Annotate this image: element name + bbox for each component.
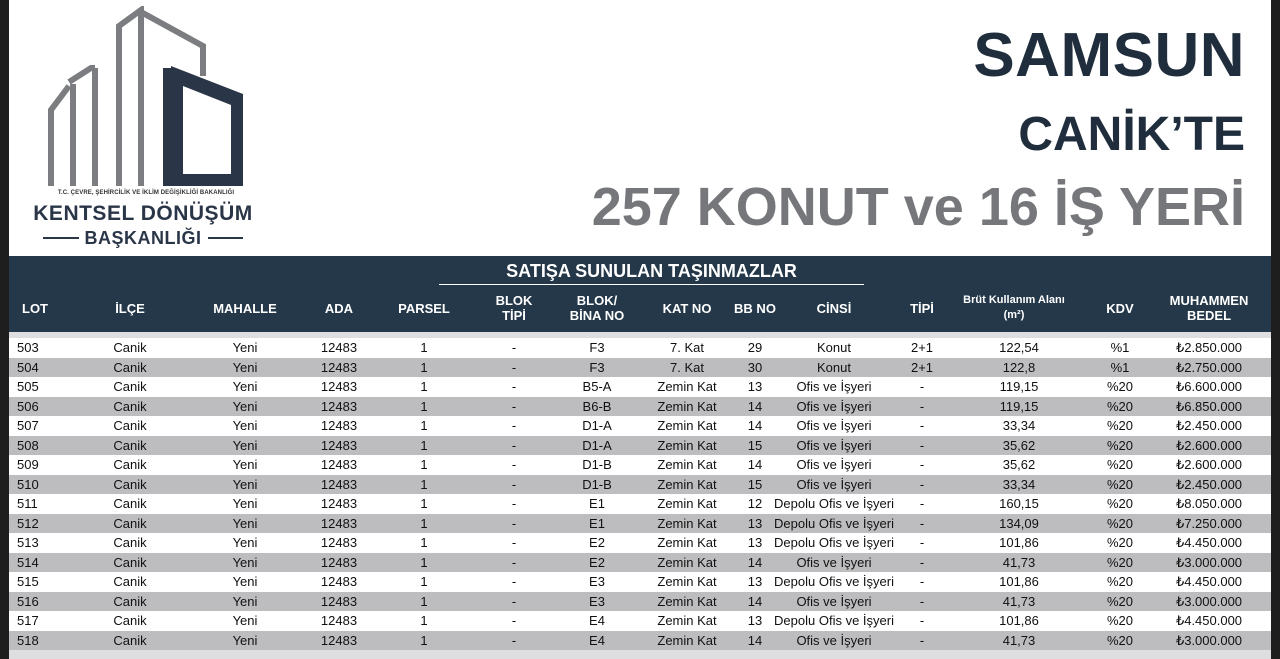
cell-kdv: %1: [1110, 359, 1130, 375]
cell-ada: 12483: [320, 554, 358, 570]
table-body: [9, 338, 1271, 650]
header-bb-no: BB NO: [734, 300, 776, 316]
cell-parsel: 1: [420, 574, 428, 589]
header-ada: ADA: [324, 300, 354, 316]
cell-mahalle: Yeni: [232, 457, 258, 472]
cell-bb-no: 30: [747, 359, 763, 375]
cell-ada: 12483: [320, 515, 358, 531]
cell-kat-no: Zemin Kat: [657, 574, 717, 589]
cell-blok-tipi: -: [511, 476, 517, 492]
cell-kat-no: Zemin Kat: [657, 476, 717, 492]
header-bina-no-line2: BİNA NO: [569, 308, 625, 323]
cell-mahalle: Yeni: [232, 437, 258, 453]
cell-kat-no: Zemin Kat: [657, 379, 717, 394]
cell-tipi: -: [919, 535, 925, 550]
cell-bedel: ₺3.000.000: [1175, 632, 1243, 648]
table-row: [9, 494, 1271, 514]
table-row: [9, 455, 1271, 475]
cell-bedel: ₺2.600.000: [1175, 457, 1243, 472]
cell-mahalle: Yeni: [232, 535, 258, 550]
cell-blok-tipi: -: [511, 515, 517, 531]
cell-ada: 12483: [320, 574, 358, 589]
cell-cinsi: Ofis ve İşyeri: [796, 418, 872, 433]
cell-blok-tipi: -: [511, 593, 517, 609]
cell-blok-tipi: -: [511, 554, 517, 570]
logo-rule-left: [43, 237, 79, 239]
cell-ilce: Canik: [113, 496, 147, 511]
cell-ilce: Canik: [113, 379, 147, 394]
cell-kdv: %20: [1106, 398, 1134, 414]
header-brut-alan-line2: (m²): [1003, 309, 1025, 321]
cell-tipi: -: [919, 554, 925, 570]
header-blok-tipi-line2: TİPİ: [502, 308, 526, 323]
header-kat-no: KAT NO: [662, 300, 712, 316]
cell-mahalle: Yeni: [232, 613, 258, 628]
cell-mahalle: Yeni: [232, 593, 258, 609]
cell-bina-no: E2: [589, 535, 605, 550]
cell-ada: 12483: [320, 613, 358, 628]
cell-blok-tipi: -: [511, 632, 517, 648]
logo-subtitle: BAŞKANLIĞI: [84, 227, 202, 248]
header-kdv: KDV: [1106, 300, 1134, 316]
header-muhammen-bedel: [1161, 286, 1257, 330]
cell-bina-no: D1-A: [582, 418, 612, 433]
cell-mahalle: Yeni: [232, 340, 258, 355]
cell-cinsi: Depolu Ofis ve İşyeri: [774, 613, 894, 628]
cell-lot: 512: [17, 515, 39, 531]
cell-bb-no: 14: [747, 593, 763, 609]
header-ilce: İLÇE: [115, 300, 145, 316]
cell-cinsi: Depolu Ofis ve İşyeri: [774, 496, 894, 511]
header-bina-no-line1: BLOK/: [576, 293, 618, 308]
cell-bedel: ₺2.850.000: [1175, 340, 1243, 355]
cell-cinsi: Ofis ve İşyeri: [796, 554, 872, 570]
header-brut-alan: [949, 286, 1079, 330]
cell-brut-alan: 101,86: [999, 613, 1039, 628]
cell-bb-no: 14: [747, 418, 763, 433]
cell-cinsi: Depolu Ofis ve İşyeri: [774, 535, 894, 550]
buildings-logo-icon: [33, 6, 253, 192]
cell-bedel: ₺4.450.000: [1175, 613, 1243, 628]
cell-lot: 513: [17, 535, 39, 550]
cell-kat-no: Zemin Kat: [657, 593, 717, 609]
cell-bb-no: 14: [747, 398, 763, 414]
cell-kat-no: Zemin Kat: [657, 418, 717, 433]
cell-ilce: Canik: [113, 632, 147, 648]
cell-bina-no: E4: [589, 613, 605, 628]
table-row: [9, 338, 1271, 358]
cell-tipi: -: [919, 496, 925, 511]
table-row: [9, 416, 1271, 436]
cell-cinsi: Ofis ve İşyeri: [796, 593, 872, 609]
cell-kat-no: Zemin Kat: [657, 535, 717, 550]
cell-tipi: -: [919, 476, 925, 492]
table-section-title: SATIŞA SUNULAN TAŞINMAZLAR: [439, 258, 864, 285]
cell-brut-alan: 41,73: [1002, 593, 1036, 609]
cell-bedel: ₺4.450.000: [1175, 574, 1243, 589]
cell-blok-tipi: -: [511, 496, 517, 511]
table-row: [9, 631, 1271, 651]
cell-kdv: %20: [1106, 613, 1134, 628]
cell-mahalle: Yeni: [232, 632, 258, 648]
cell-mahalle: Yeni: [232, 476, 258, 492]
cell-lot: 518: [17, 632, 39, 648]
cell-brut-alan: 101,86: [999, 535, 1039, 550]
cell-bb-no: 14: [747, 457, 763, 472]
cell-cinsi: Konut: [817, 340, 851, 355]
cell-parsel: 1: [420, 398, 428, 414]
cell-lot: 515: [17, 574, 39, 589]
cell-kat-no: 7. Kat: [670, 340, 704, 355]
document-page: [9, 0, 1271, 659]
cell-bb-no: 14: [747, 554, 763, 570]
cell-bb-no: 13: [747, 515, 763, 531]
cell-bina-no: D1-A: [582, 437, 612, 453]
cell-tipi: -: [919, 613, 925, 628]
header-bedel-line1: MUHAMMEN: [1169, 293, 1249, 308]
cell-cinsi: Depolu Ofis ve İşyeri: [774, 574, 894, 589]
cell-ada: 12483: [320, 535, 358, 550]
cell-parsel: 1: [420, 613, 428, 628]
cell-kdv: %20: [1106, 476, 1134, 492]
cell-bedel: ₺3.000.000: [1175, 554, 1243, 570]
cell-tipi: -: [919, 632, 925, 648]
header-lot: LOT: [22, 300, 48, 316]
cell-ilce: Canik: [113, 418, 147, 433]
cell-bedel: ₺2.600.000: [1175, 437, 1243, 453]
cell-kdv: %20: [1106, 457, 1134, 472]
table-row: [9, 553, 1271, 573]
table-row: [9, 377, 1271, 397]
cell-kat-no: Zemin Kat: [657, 515, 717, 531]
cell-ada: 12483: [320, 593, 358, 609]
cell-brut-alan: 122,54: [999, 340, 1039, 355]
table-row: [9, 592, 1271, 612]
cell-bb-no: 15: [747, 437, 763, 453]
cell-blok-tipi: -: [511, 340, 517, 355]
cell-kat-no: Zemin Kat: [657, 457, 717, 472]
cell-parsel: 1: [420, 359, 428, 375]
cell-bedel: ₺7.250.000: [1175, 515, 1243, 531]
property-table: [9, 256, 1271, 659]
cell-mahalle: Yeni: [232, 379, 258, 394]
cell-mahalle: Yeni: [232, 496, 258, 511]
logo-rule-right: [208, 237, 244, 239]
cell-ilce: Canik: [113, 515, 147, 531]
table-header: [9, 256, 1271, 332]
cell-ada: 12483: [320, 359, 358, 375]
cell-cinsi: Konut: [817, 359, 851, 375]
cell-blok-tipi: -: [511, 437, 517, 453]
table-row: [9, 397, 1271, 417]
cell-mahalle: Yeni: [232, 359, 258, 375]
cell-lot: 507: [17, 418, 39, 433]
cell-lot: 509: [17, 457, 39, 472]
cell-bedel: ₺8.050.000: [1175, 496, 1243, 511]
cell-kdv: %20: [1106, 437, 1134, 453]
cell-tipi: -: [919, 574, 925, 589]
cell-kdv: %20: [1106, 632, 1134, 648]
cell-bedel: ₺4.450.000: [1175, 535, 1243, 550]
cell-ada: 12483: [320, 496, 358, 511]
cell-mahalle: Yeni: [232, 418, 258, 433]
cell-blok-tipi: -: [511, 574, 517, 589]
headline-district: CANİK’TE: [1018, 108, 1245, 161]
cell-ilce: Canik: [113, 457, 147, 472]
cell-lot: 503: [17, 340, 39, 355]
cell-cinsi: Depolu Ofis ve İşyeri: [774, 515, 894, 531]
cell-ilce: Canik: [113, 535, 147, 550]
cell-cinsi: Ofis ve İşyeri: [796, 398, 872, 414]
cell-tipi: -: [919, 593, 925, 609]
cell-kdv: %20: [1106, 379, 1134, 394]
cell-brut-alan: 33,34: [1002, 476, 1036, 492]
cell-parsel: 1: [420, 476, 428, 492]
cell-bina-no: E1: [589, 515, 605, 531]
cell-brut-alan: 134,09: [999, 515, 1039, 531]
cell-brut-alan: 35,62: [1002, 437, 1036, 453]
cell-ilce: Canik: [113, 340, 147, 355]
cell-ilce: Canik: [113, 613, 147, 628]
cell-kdv: %20: [1106, 574, 1134, 589]
logo-ministry-text: T.C. ÇEVRE, ŞEHİRCİLİK VE İKLİM DEĞİŞİKLİĞİ BAKANLIĞI: [57, 190, 235, 196]
cell-bedel: ₺2.750.000: [1175, 359, 1243, 375]
cell-ada: 12483: [320, 632, 358, 648]
cell-brut-alan: 160,15: [999, 496, 1039, 511]
cell-kat-no: Zemin Kat: [657, 632, 717, 648]
cell-ilce: Canik: [113, 437, 147, 453]
cell-ada: 12483: [320, 418, 358, 433]
cell-parsel: 1: [420, 457, 428, 472]
cell-lot: 506: [17, 398, 39, 414]
cell-kat-no: Zemin Kat: [657, 554, 717, 570]
cell-lot: 514: [17, 554, 39, 570]
header-bina-no: [559, 286, 635, 330]
cell-kdv: %1: [1110, 340, 1130, 355]
header-blok-tipi: [483, 286, 545, 330]
cell-lot: 510: [17, 476, 39, 492]
cell-bb-no: 13: [747, 613, 763, 628]
cell-kdv: %20: [1106, 418, 1134, 433]
table-row: [9, 358, 1271, 378]
cell-kat-no: Zemin Kat: [657, 437, 717, 453]
cell-kat-no: Zemin Kat: [657, 496, 717, 511]
cell-ada: 12483: [320, 437, 358, 453]
cell-lot: 516: [17, 593, 39, 609]
cell-brut-alan: 119,15: [999, 379, 1039, 394]
cell-ilce: Canik: [113, 359, 147, 375]
cell-ada: 12483: [320, 457, 358, 472]
cell-ada: 12483: [320, 340, 358, 355]
cell-kdv: %20: [1106, 593, 1134, 609]
cell-bina-no: B6-B: [582, 398, 612, 414]
cell-brut-alan: 122,8: [1002, 359, 1036, 375]
cell-brut-alan: 119,15: [999, 398, 1039, 414]
cell-mahalle: Yeni: [232, 398, 258, 414]
cell-bina-no: F3: [589, 340, 605, 355]
cell-blok-tipi: -: [511, 398, 517, 414]
cell-ada: 12483: [320, 476, 358, 492]
cell-tipi: -: [919, 515, 925, 531]
header-brut-alan-line1: Brüt Kullanım Alanı: [963, 294, 1065, 306]
cell-parsel: 1: [420, 515, 428, 531]
table-row: [9, 475, 1271, 495]
header-cinsi: CİNSİ: [816, 300, 852, 316]
cell-blok-tipi: -: [511, 359, 517, 375]
kentsel-donusum-logo: [33, 6, 253, 251]
cell-bb-no: 12: [747, 496, 763, 511]
cell-ilce: Canik: [113, 554, 147, 570]
cell-bb-no: 13: [747, 574, 763, 589]
cell-tipi: 2+1: [910, 340, 934, 355]
cell-bina-no: E1: [589, 496, 605, 511]
table-row: [9, 611, 1271, 631]
cell-mahalle: Yeni: [232, 574, 258, 589]
cell-blok-tipi: -: [511, 535, 517, 550]
cell-parsel: 1: [420, 418, 428, 433]
cell-cinsi: Ofis ve İşyeri: [796, 437, 872, 453]
cell-ada: 12483: [320, 398, 358, 414]
cell-blok-tipi: -: [511, 379, 517, 394]
cell-brut-alan: 41,73: [1002, 554, 1036, 570]
cell-cinsi: Ofis ve İşyeri: [796, 632, 872, 648]
table-row: [9, 436, 1271, 456]
cell-bina-no: D1-B: [582, 476, 612, 492]
cell-ilce: Canik: [113, 398, 147, 414]
cell-ilce: Canik: [113, 476, 147, 492]
cell-bedel: ₺3.000.000: [1175, 593, 1243, 609]
cell-kdv: %20: [1106, 554, 1134, 570]
cell-ada: 12483: [320, 379, 358, 394]
cell-bina-no: E4: [589, 632, 605, 648]
cell-blok-tipi: -: [511, 418, 517, 433]
header-tipi: TİPİ: [910, 300, 934, 316]
cell-kat-no: 7. Kat: [670, 359, 704, 375]
header-parsel: PARSEL: [398, 300, 450, 316]
cell-cinsi: Ofis ve İşyeri: [796, 379, 872, 394]
cell-parsel: 1: [420, 632, 428, 648]
cell-kat-no: Zemin Kat: [657, 613, 717, 628]
cell-ilce: Canik: [113, 574, 147, 589]
cell-brut-alan: 33,34: [1002, 418, 1036, 433]
cell-tipi: -: [919, 457, 925, 472]
table-row: [9, 514, 1271, 534]
cell-parsel: 1: [420, 593, 428, 609]
cell-bb-no: 14: [747, 632, 763, 648]
cell-tipi: -: [919, 379, 925, 394]
cell-bina-no: D1-B: [582, 457, 612, 472]
cell-mahalle: Yeni: [232, 554, 258, 570]
cell-parsel: 1: [420, 379, 428, 394]
cell-lot: 508: [17, 437, 39, 453]
cell-bedel: ₺2.450.000: [1175, 476, 1243, 492]
cell-parsel: 1: [420, 554, 428, 570]
table-row: [9, 533, 1271, 553]
cell-bina-no: E3: [589, 593, 605, 609]
cell-bb-no: 13: [747, 535, 763, 550]
cell-ilce: Canik: [113, 593, 147, 609]
table-row: [9, 572, 1271, 592]
cell-lot: 505: [17, 379, 39, 394]
cell-kdv: %20: [1106, 515, 1134, 531]
cell-bina-no: E2: [589, 554, 605, 570]
cell-cinsi: Ofis ve İşyeri: [796, 476, 872, 492]
cell-blok-tipi: -: [511, 613, 517, 628]
cell-tipi: -: [919, 437, 925, 453]
cell-bina-no: E3: [589, 574, 605, 589]
cell-tipi: -: [919, 418, 925, 433]
logo-title: KENTSEL DÖNÜŞÜM: [33, 202, 253, 225]
cell-tipi: -: [919, 398, 925, 414]
cell-cinsi: Ofis ve İşyeri: [796, 457, 872, 472]
header-blok-tipi-line1: BLOK: [495, 293, 533, 308]
headline-city: SAMSUN: [973, 21, 1245, 90]
header-bedel-line2: BEDEL: [1186, 308, 1232, 323]
cell-brut-alan: 101,86: [999, 574, 1039, 589]
cell-blok-tipi: -: [511, 457, 517, 472]
cell-kdv: %20: [1106, 496, 1134, 511]
cell-lot: 504: [17, 359, 39, 375]
cell-bb-no: 15: [747, 476, 763, 492]
logo-subtitle-row: [43, 227, 243, 249]
cell-parsel: 1: [420, 535, 428, 550]
cell-bina-no: F3: [589, 359, 605, 375]
cell-kat-no: Zemin Kat: [657, 398, 717, 414]
cell-lot: 517: [17, 613, 39, 628]
cell-brut-alan: 41,73: [1002, 632, 1036, 648]
cell-lot: 511: [17, 496, 38, 511]
cell-parsel: 1: [420, 496, 428, 511]
cell-parsel: 1: [420, 340, 428, 355]
cell-bedel: ₺2.450.000: [1175, 418, 1243, 433]
cell-bina-no: B5-A: [582, 379, 612, 394]
cell-tipi: 2+1: [910, 359, 934, 375]
cell-brut-alan: 35,62: [1002, 457, 1036, 472]
cell-bedel: ₺6.850.000: [1175, 398, 1243, 414]
header-mahalle: MAHALLE: [213, 300, 277, 316]
cell-kdv: %20: [1106, 535, 1134, 550]
headline-count: 257 KONUT ve 16 İŞ YERİ: [591, 177, 1245, 237]
cell-bedel: ₺6.600.000: [1175, 379, 1243, 394]
cell-parsel: 1: [420, 437, 428, 453]
cell-bb-no: 13: [747, 379, 763, 394]
cell-mahalle: Yeni: [232, 515, 258, 531]
cell-bb-no: 29: [747, 340, 763, 355]
